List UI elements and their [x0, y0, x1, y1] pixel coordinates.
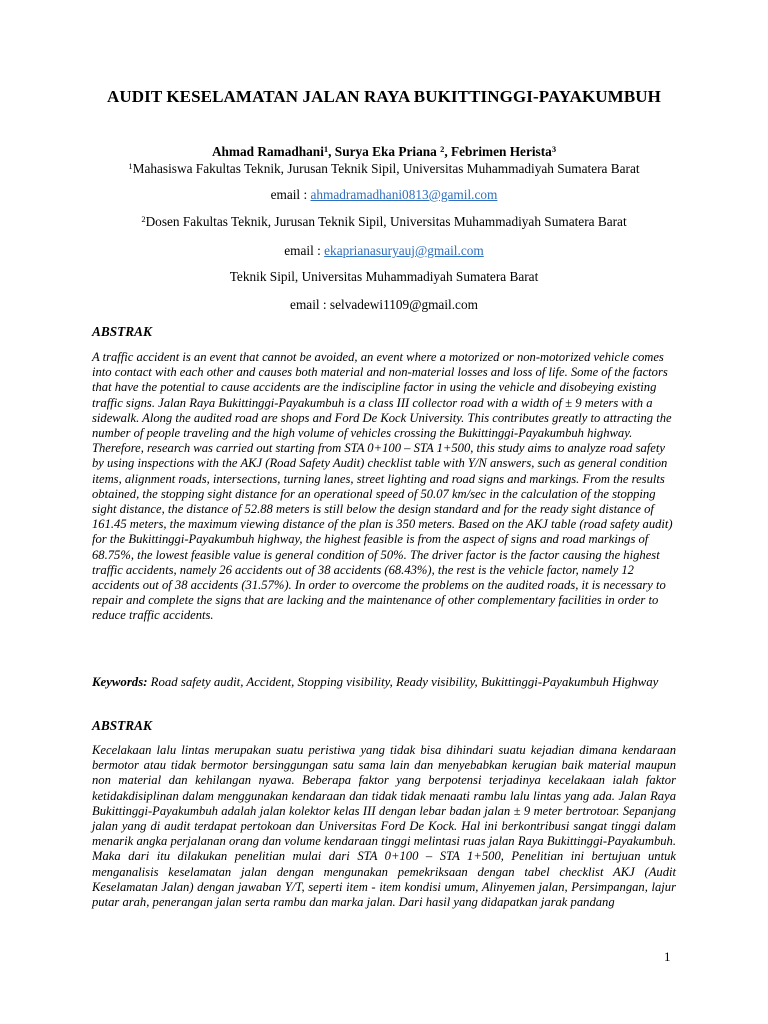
author-separator: , — [328, 144, 335, 159]
affiliation-superscript: 2 — [141, 214, 146, 224]
author-superscript: 1 — [323, 144, 329, 154]
email-line-1 — [92, 186, 676, 203]
email-line-2 — [92, 242, 676, 259]
keywords-label: Keywords: — [92, 675, 148, 689]
affiliation-superscript: 1 — [128, 161, 133, 171]
email-label: email : — [270, 187, 311, 202]
author-separator: , — [444, 144, 451, 159]
email-link[interactable]: ahmadramadhani0813@gamil.com — [310, 187, 498, 202]
affiliation-text: Dosen Fakultas Teknik, Jurusan Teknik Sipil, Universitas Muhammadiyah Sumatera Barat — [145, 214, 627, 229]
paper-title: AUDIT KESELAMATAN JALAN RAYA BUKITTINGGI-PAYAKUMBUH — [107, 87, 661, 106]
affiliation-2 — [92, 213, 676, 230]
abstract-english: A traffic accident is an event that cannot be avoided, an event where a motorized or non-motorized vehicle comes into contact with each other and causes both material and non-material losses and loss of life. Some of the factors that have the potential to cause accidents are the indiscipline factor in using the vehicle and disobeying existing traffic signs. Jalan Raya Bukittinggi-Payakumbuh is a class III collector road with a width of ± 9 meters with a sidewalk. Along the audited road are shops and Ford De Kock University. This contributes greatly to attracting the number of people traveling and the high volume of vehicles crossing the Bukittinggi-Payakumbuh highway. Therefore, research was carried out starting from STA 0+100 – STA 1+500, this study aims to analyze road safety by using inspections with the AKJ (Road Safety Audit) checklist table with Y/N answers, such as general condition items, alignment roads, intersections, turning lanes, street lighting and road signs and markings. From the results obtained, the stopping sight distance for an operational speed of 50.07 km/sec in the calculation of the stopping sight distance, the distance of 52.88 meters is still below the design standard and for the ready sight distance of 161.45 meters, the maximum viewing distance of the plan is 350 meters. Based on the AKJ table (road safety audit) for the Bukittinggi-Payakumbuh highway, the highest feasible is from the aspect of signs and road markings of 68.75%, the lowest feasible value is general condition of 50%. The driver factor is the factor causing the highest traffic accidents, namely 26 accidents out of 38 accidents (68.43%), the rest is the vehicle factor, namely 12 accidents out of 38 accidents (31.57%). In order to overcome the problems on the audited roads, it is necessary to repair and complete the signs that are lacking and the maintenance of other complementary facilities in order to reduce traffic accidents. — [92, 350, 673, 623]
author-superscript: 3 — [551, 144, 557, 154]
affiliation-text: Mahasiswa Fakultas Teknik, Jurusan Teknik Sipil, Universitas Muhammadiyah Sumatera Barat — [132, 161, 640, 176]
affiliation-1 — [92, 160, 676, 177]
email-link[interactable]: ekaprianasuryauj@gmail.com — [324, 243, 484, 258]
email-line-3: email : selvadewi1109@gmail.com — [290, 297, 478, 312]
keywords-line — [92, 674, 676, 690]
author-line — [92, 143, 676, 160]
author-name: Febrimen Herista — [451, 144, 552, 159]
abstract-indonesian: Kecelakaan lalu lintas merupakan suatu peristiwa yang tidak bisa dihindari suatu kejadian dimana kendaraan bermotor atau tidak bermotor bersinggungan satu sama lain dan menyebabkan kerugian baik material maupun non material dan kehilangan nyawa. Beberapa faktor yang berpotensi terjadinya kecelakaan ialah faktor ketidakdisiplinan dalam menggunakan kendaraan dan tidak tidak menaati rambu lalu lintas yang ada. Jalan Raya Bukittinggi-Payakumbuh adalah jalan kolektor kelas III dengan lebar badan jalan ± 9 meter bertrotoar. Sepanjang jalan yang di audit terdapat pertokoan dan Universitas Ford De Kock. Hal ini berkontribusi sangat tinggi dalam menarik angka perjalanan orang dan volume kendaraan tinggi melintasi ruas jalan Raya Bukittinggi-Payakumbuh. Maka dari itu dilakukan penelitian mulai dari STA 0+100 – STA 1+500, Penelitian ini bertujuan untuk menganalisis keselamatan jalan dengan mengunakan pemekriksaan dengan tabel checklist AKJ (Audit Keselamatan Jalan) dengan jawaban Y/T, seperti item - item kondisi umum, Alinyemen jalan, Persimpangan, lajur putar arah, penerangan jalan serta rambu dan marka jalan. Dari hasil yang didapatkan jarak pandang — [92, 743, 676, 910]
abstract-heading-english: ABSTRAK — [92, 324, 152, 339]
abstract-heading-indonesian: ABSTRAK — [92, 718, 152, 733]
affiliation-3: Teknik Sipil, Universitas Muhammadiyah Sumatera Barat — [229, 269, 539, 284]
page-number: 1 — [664, 949, 671, 964]
author-superscript: 2 — [440, 144, 445, 154]
email-label: email : — [284, 243, 325, 258]
author-name: Ahmad Ramadhani — [211, 144, 324, 159]
keywords-text: Road safety audit, Accident, Stopping visibility, Ready visibility, Bukittinggi-Payakumbuh Highway — [147, 675, 659, 689]
author-name: Surya Eka Priana — [334, 144, 441, 159]
